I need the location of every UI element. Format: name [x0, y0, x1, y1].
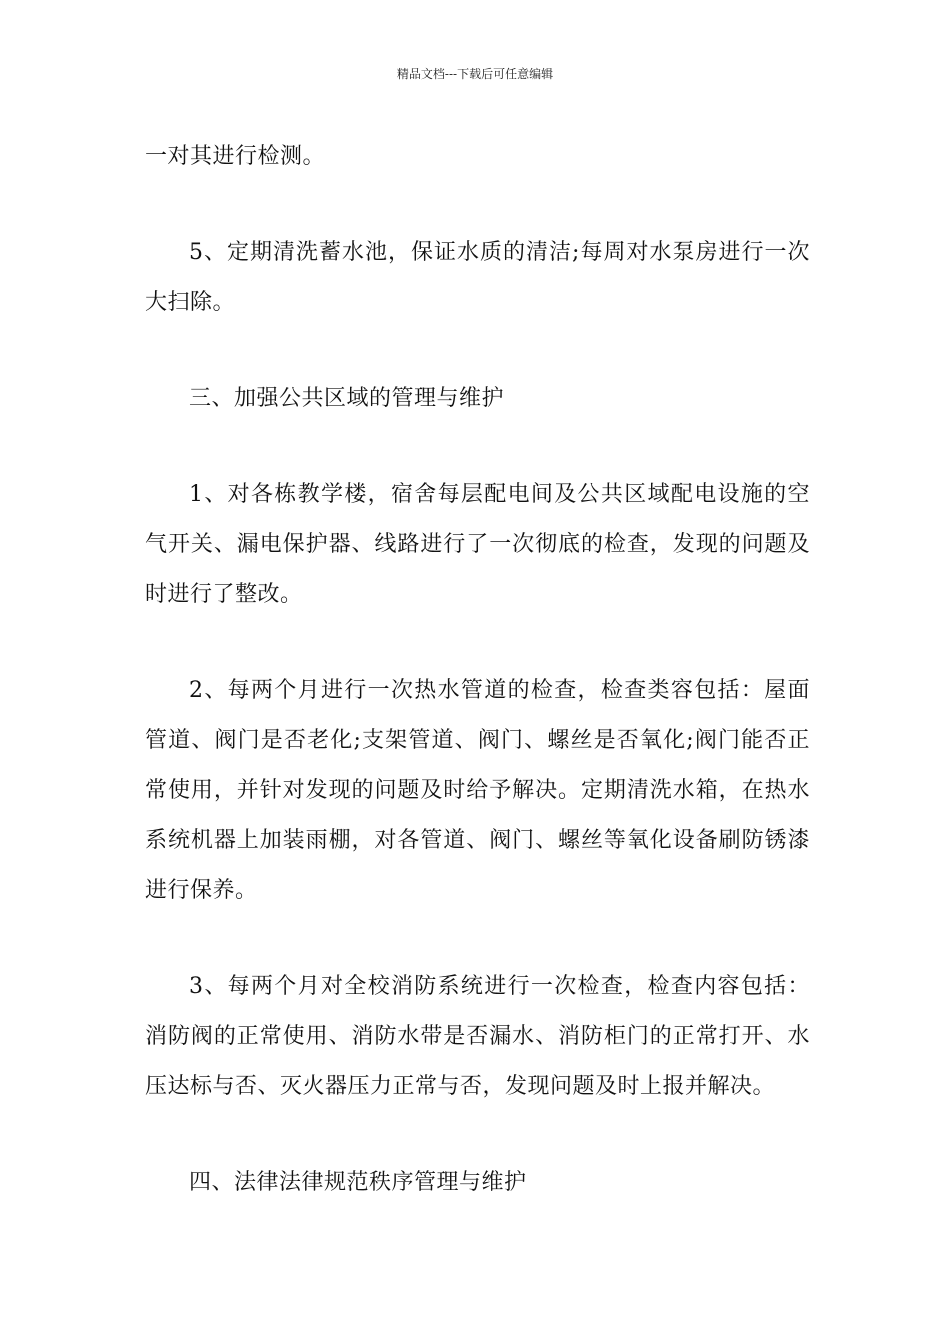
paragraph-item-1: 1、对各栋教学楼，宿舍每层配电间及公共区域配电设施的空气开关、漏电保护器、线路进行了一次彻底的检查，发现的问题及时进行了整改。 — [145, 482, 810, 607]
section-heading-4: 四、法律法律规范秩序管理与维护 — [189, 1170, 527, 1195]
paragraph-continuation: 一对其进行检测。 — [145, 144, 326, 169]
paragraph-item-3: 3、每两个月对全校消防系统进行一次检查，检查内容包括：消防阀的正常使用、消防水带是否漏水、消防柜门的正常打开、水压达标与否、灭火器压力正常与否，发现问题及时上报并解决。 — [145, 974, 810, 1099]
section-heading-3: 三、加强公共区域的管理与维护 — [189, 386, 505, 411]
paragraph-item-2: 2、每两个月进行一次热水管道的检查，检查类容包括：屋面管道、阀门是否老化;支架管道、阀门、螺丝是否氧化;阀门能否正常使用，并针对发现的问题及时给予解决。定期清洗水箱，在热水系统机器上加装雨棚，对各管道、阀门、螺丝等氧化设备刷防锈漆进行保养。 — [145, 678, 810, 903]
paragraph-item-5: 5、定期清洗蓄水池，保证水质的清洁;每周对水泵房进行一次大扫除。 — [145, 240, 810, 315]
document-body — [145, 132, 810, 1208]
page-header: 精品文档---下载后可任意编辑 — [396, 67, 554, 81]
